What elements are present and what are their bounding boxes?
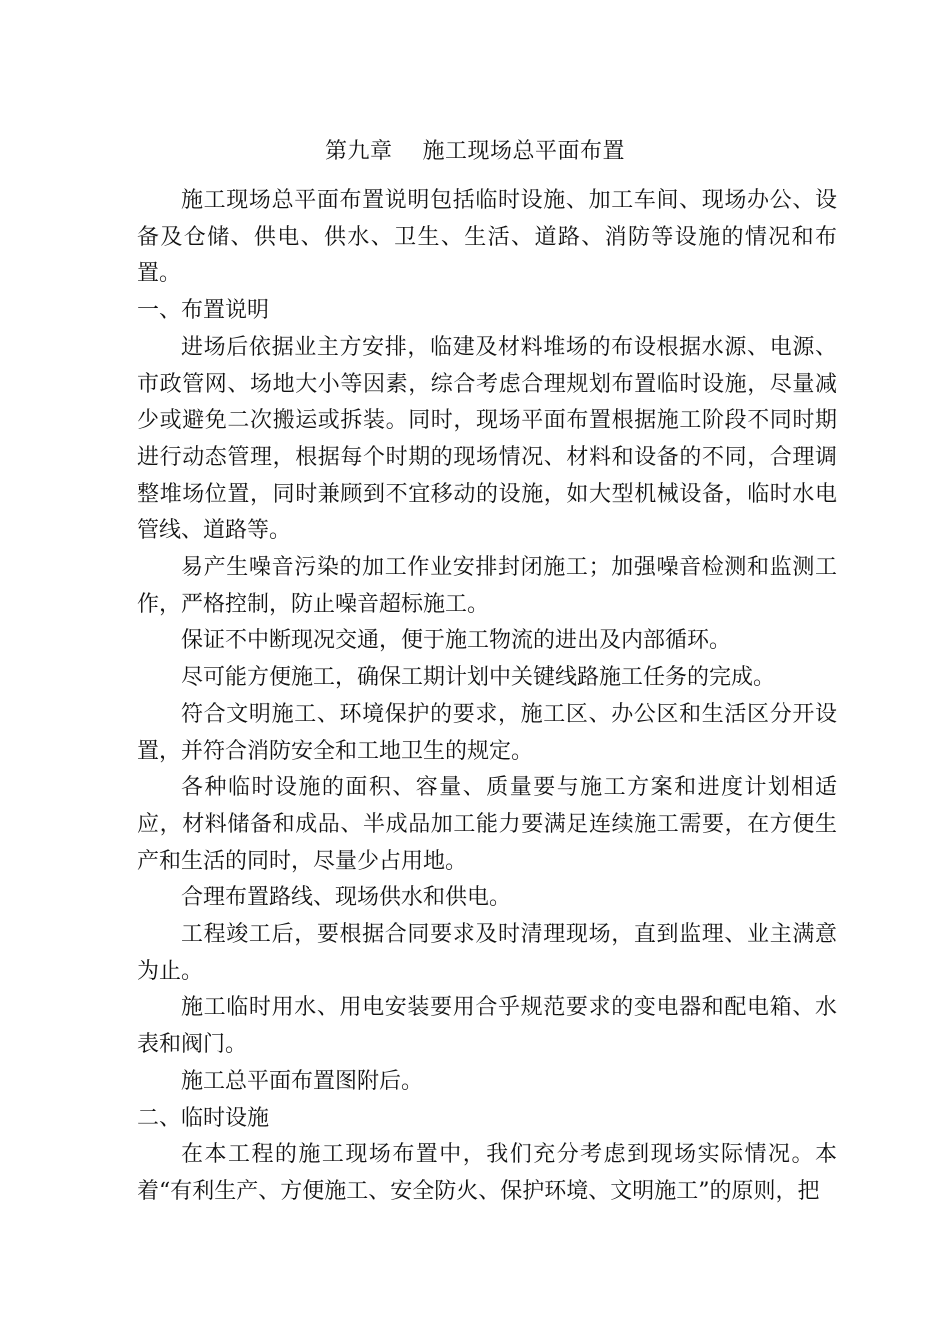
paragraph: 各种临时设施的面积、容量、质量要与施工方案和进度计划相适应，材料储备和成品、半成品加工能力要满足连续施工需要，在方便生产和生活的同时，尽量少占用地。: [137, 775, 837, 874]
paragraph: 施工临时用水、用电安装要用合乎规范要求的变电器和配电箱、水表和阀门。: [137, 995, 837, 1058]
paragraph: 进场后依据业主方安排，临建及材料堆场的布设根据水源、电源、市政管网、场地大小等因素，综合考虑合理规划布置临时设施，尽量减少或避免二次搬运或拆装。同时，现场平面布置根据施工阶段不同时期进行动态管理，根据每个时期的现场情况、材料和设备的不同，合理调整堆场位置，同时兼顾到不宜移动的设施，如大型机械设备，临时水电管线、道路等。: [137, 334, 837, 544]
paragraph: 尽可能方便施工，确保工期计划中关键线路施工任务的完成。: [181, 665, 776, 691]
paragraph: 在本工程的施工现场布置中，我们充分考虑到现场实际情况。本着“有利生产、方便施工、安全防火、保护环境、文明施工”的原则，把: [137, 1142, 837, 1204]
paragraph: 保证不中断现况交通，便于施工物流的进出及内部循环。: [181, 628, 732, 654]
intro-paragraph: 施工现场总平面布置说明包括临时设施、加工车间、现场办公、设备及仓储、供电、供水、卫生、生活、道路、消防等设施的情况和布置。: [137, 188, 837, 287]
chapter-name: 施工现场总平面布置: [422, 139, 626, 164]
chapter-title: [0, 134, 950, 170]
paragraph: 易产生噪音污染的加工作业安排封闭施工；加强噪音检测和监测工作，严格控制，防止噪音超标施工。: [137, 555, 837, 617]
document-body: [137, 183, 837, 1211]
section-heading-layout: 一、布置说明: [137, 298, 270, 324]
chapter-number: 第九章: [324, 139, 393, 164]
section-heading-temporary-facilities: 二、临时设施: [137, 1105, 270, 1131]
paragraph: 施工总平面布置图附后。: [181, 1068, 424, 1094]
paragraph: 合理布置路线、现场供水和供电。: [181, 885, 512, 911]
paragraph: 工程竣工后，要根据合同要求及时清理现场，直到监理、业主满意为止。: [137, 922, 837, 984]
paragraph: 符合文明施工、环境保护的要求，施工区、办公区和生活区分开设置，并符合消防安全和工地卫生的规定。: [137, 701, 837, 764]
